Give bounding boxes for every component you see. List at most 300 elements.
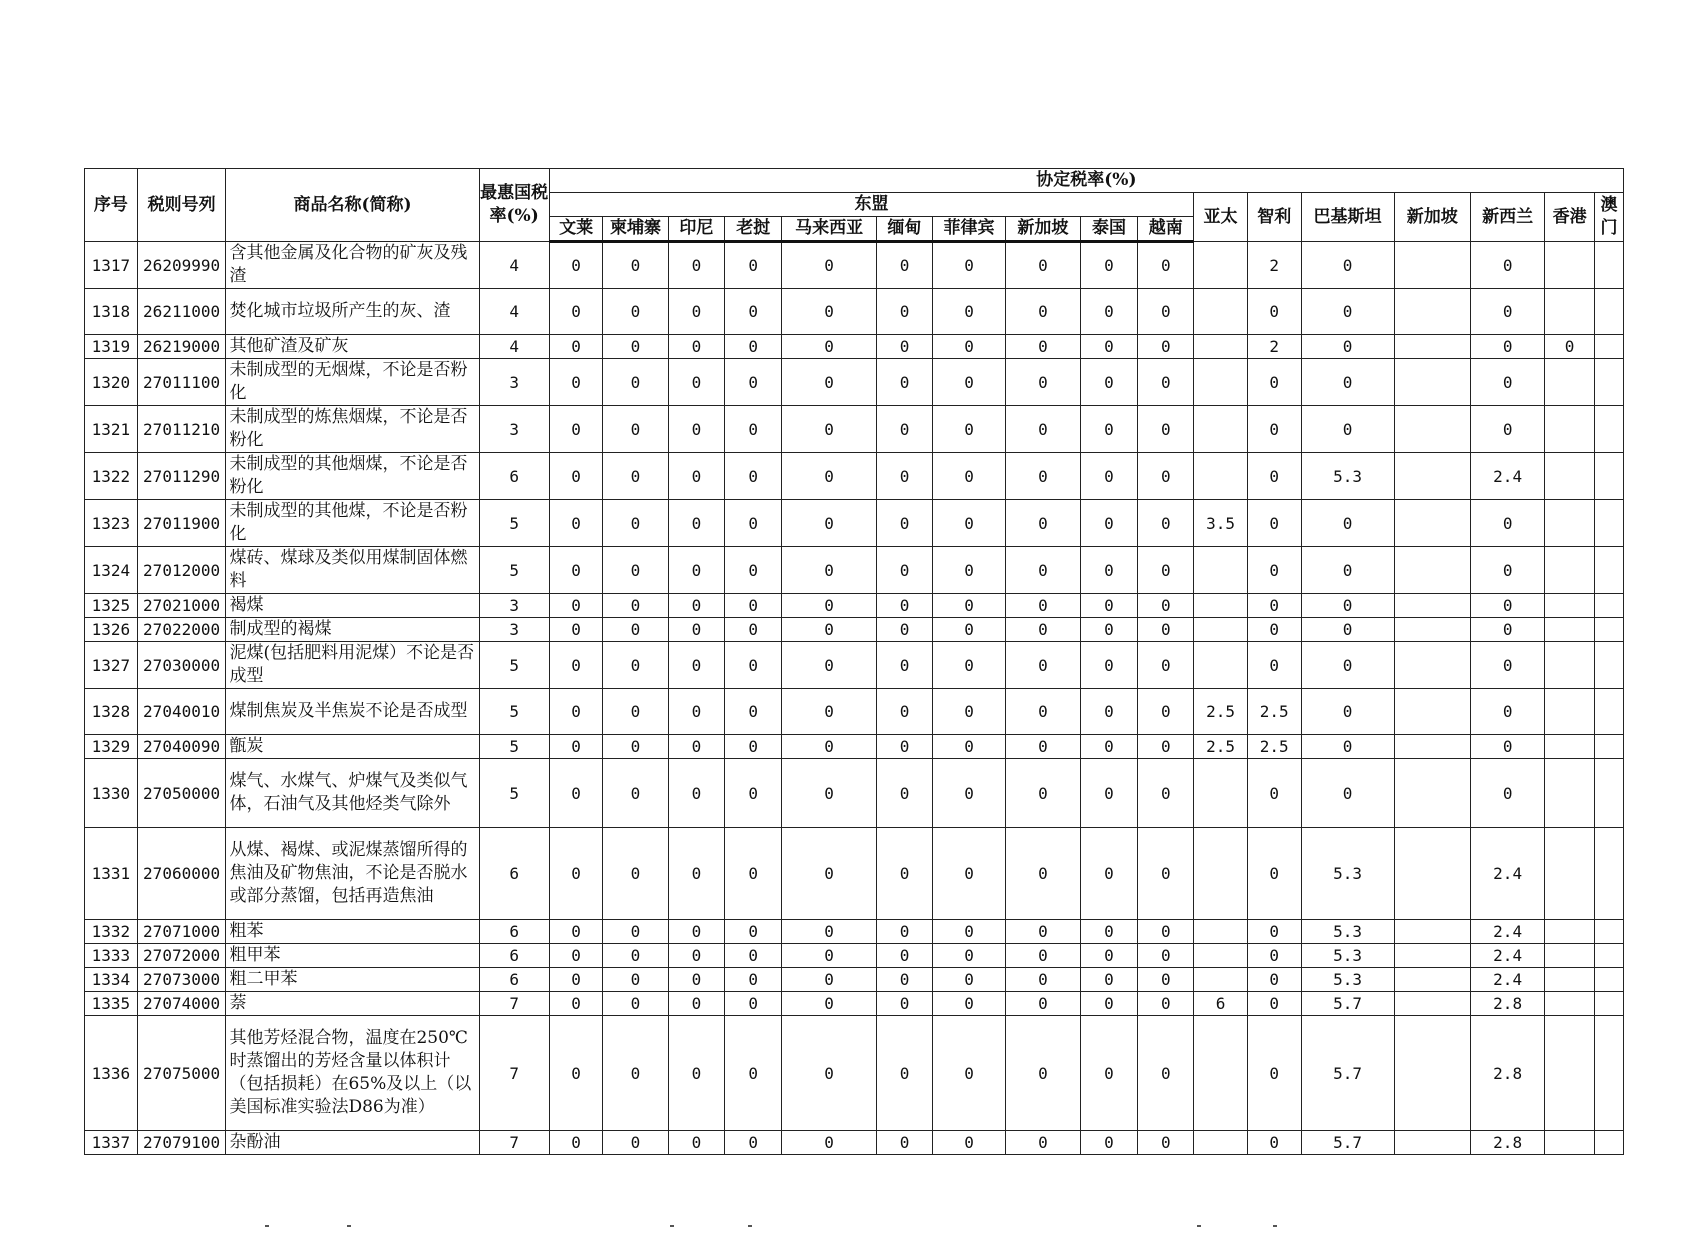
row-asean-rate: 0 — [782, 689, 877, 735]
row-asean-rate: 0 — [603, 547, 668, 594]
row-macau-rate — [1594, 242, 1623, 289]
row-apta-rate — [1194, 920, 1248, 944]
row-asean-rate: 0 — [725, 359, 782, 406]
row-new-zealand-rate: 2.4 — [1470, 828, 1544, 920]
row-asean-rate: 0 — [549, 289, 603, 335]
row-asean-rate: 0 — [877, 1016, 933, 1131]
row-singapore-rate — [1394, 453, 1470, 500]
scan-speck — [1197, 1225, 1201, 1227]
row-mfn-rate: 6 — [479, 920, 549, 944]
row-asean-rate: 0 — [549, 500, 603, 547]
row-asean-rate: 0 — [1138, 594, 1194, 618]
row-hs-code: 27075000 — [137, 1016, 226, 1131]
row-asean-rate: 0 — [1080, 828, 1138, 920]
row-singapore-rate — [1394, 406, 1470, 453]
row-hs-code: 27021000 — [137, 594, 226, 618]
header-macau: 澳门 — [1594, 193, 1623, 242]
row-chile-rate: 0 — [1247, 289, 1301, 335]
row-asean-rate: 0 — [725, 594, 782, 618]
row-mfn-rate: 3 — [479, 594, 549, 618]
row-singapore-rate — [1394, 547, 1470, 594]
row-asean-rate: 0 — [932, 406, 1005, 453]
row-asean-rate: 0 — [932, 289, 1005, 335]
row-asean-rate: 0 — [877, 453, 933, 500]
row-hong-kong-rate — [1545, 547, 1595, 594]
row-asean-rate: 0 — [725, 828, 782, 920]
row-asean-rate: 0 — [668, 828, 725, 920]
row-asean-rate: 0 — [877, 642, 933, 689]
row-pakistan-rate: 5.3 — [1301, 828, 1394, 920]
row-asean-rate: 0 — [668, 289, 725, 335]
table-row — [85, 406, 1624, 453]
row-mfn-rate: 5 — [479, 547, 549, 594]
row-hs-code: 27011210 — [137, 406, 226, 453]
row-asean-rate: 0 — [877, 689, 933, 735]
row-pakistan-rate: 0 — [1301, 289, 1394, 335]
row-asean-rate: 0 — [1080, 920, 1138, 944]
row-asean-rate: 0 — [1080, 547, 1138, 594]
row-mfn-rate: 4 — [479, 289, 549, 335]
table-row — [85, 453, 1624, 500]
row-pakistan-rate: 5.3 — [1301, 968, 1394, 992]
row-asean-rate: 0 — [668, 992, 725, 1016]
row-asean-rate: 0 — [668, 944, 725, 968]
row-asean-rate: 0 — [1006, 1016, 1080, 1131]
row-macau-rate — [1594, 594, 1623, 618]
row-pakistan-rate: 0 — [1301, 547, 1394, 594]
row-asean-rate: 0 — [668, 242, 725, 289]
row-mfn-rate: 3 — [479, 406, 549, 453]
row-asean-rate: 0 — [1080, 1016, 1138, 1131]
row-asean-rate: 0 — [932, 828, 1005, 920]
row-pakistan-rate: 0 — [1301, 759, 1394, 828]
row-asean-rate: 0 — [877, 406, 933, 453]
row-asean-rate: 0 — [1138, 335, 1194, 359]
row-macau-rate — [1594, 944, 1623, 968]
table-body — [85, 242, 1624, 1155]
scan-specks — [0, 1225, 1704, 1234]
row-asean-rate: 0 — [1006, 1131, 1080, 1155]
row-asean-rate: 0 — [668, 359, 725, 406]
row-asean-rate: 0 — [782, 735, 877, 759]
row-pakistan-rate: 5.7 — [1301, 1131, 1394, 1155]
row-asean-rate: 0 — [1006, 759, 1080, 828]
row-asean-rate: 0 — [1138, 618, 1194, 642]
row-asean-rate: 0 — [1080, 689, 1138, 735]
row-asean-rate: 0 — [1138, 359, 1194, 406]
row-mfn-rate: 7 — [479, 1016, 549, 1131]
row-hs-code: 27022000 — [137, 618, 226, 642]
table-row — [85, 735, 1624, 759]
row-pakistan-rate: 0 — [1301, 642, 1394, 689]
row-asean-rate: 0 — [603, 735, 668, 759]
row-asean-rate: 0 — [1138, 642, 1194, 689]
row-asean-rate: 0 — [932, 500, 1005, 547]
row-apta-rate — [1194, 242, 1248, 289]
row-asean-rate: 0 — [877, 289, 933, 335]
row-new-zealand-rate: 2.8 — [1470, 1016, 1544, 1131]
row-chile-rate: 0 — [1247, 406, 1301, 453]
row-singapore-rate — [1394, 920, 1470, 944]
row-macau-rate — [1594, 289, 1623, 335]
row-pakistan-rate: 0 — [1301, 689, 1394, 735]
row-hs-code: 27011900 — [137, 500, 226, 547]
row-name: 萘 — [226, 992, 479, 1016]
row-asean-rate: 0 — [1080, 968, 1138, 992]
row-macau-rate — [1594, 828, 1623, 920]
row-pakistan-rate: 5.3 — [1301, 944, 1394, 968]
row-mfn-rate: 5 — [479, 759, 549, 828]
row-asean-rate: 0 — [1138, 547, 1194, 594]
row-mfn-rate: 5 — [479, 642, 549, 689]
row-name: 制成型的褐煤 — [226, 618, 479, 642]
row-mfn-rate: 3 — [479, 618, 549, 642]
header-seq: 序号 — [85, 169, 138, 242]
row-chile-rate: 0 — [1247, 828, 1301, 920]
row-apta-rate — [1194, 944, 1248, 968]
row-asean-rate: 0 — [782, 594, 877, 618]
row-chile-rate: 0 — [1247, 992, 1301, 1016]
row-singapore-rate — [1394, 242, 1470, 289]
row-asean-rate: 0 — [725, 547, 782, 594]
table-row — [85, 500, 1624, 547]
row-asean-rate: 0 — [932, 547, 1005, 594]
row-seq: 1321 — [85, 406, 138, 453]
row-macau-rate — [1594, 618, 1623, 642]
row-new-zealand-rate: 0 — [1470, 335, 1544, 359]
row-mfn-rate: 5 — [479, 735, 549, 759]
row-asean-rate: 0 — [782, 335, 877, 359]
row-asean-rate: 0 — [549, 992, 603, 1016]
row-new-zealand-rate: 2.8 — [1470, 1131, 1544, 1155]
row-mfn-rate: 6 — [479, 453, 549, 500]
header-new-zealand: 新西兰 — [1470, 193, 1544, 242]
row-asean-rate: 0 — [725, 759, 782, 828]
row-asean-rate: 0 — [603, 359, 668, 406]
row-apta-rate — [1194, 406, 1248, 453]
row-asean-rate: 0 — [603, 968, 668, 992]
row-asean-rate: 0 — [877, 920, 933, 944]
row-macau-rate — [1594, 735, 1623, 759]
row-asean-rate: 0 — [877, 735, 933, 759]
row-name: 杂酚油 — [226, 1131, 479, 1155]
row-asean-rate: 0 — [877, 759, 933, 828]
row-asean-rate: 0 — [668, 689, 725, 735]
row-chile-rate: 0 — [1247, 968, 1301, 992]
row-asean-rate: 0 — [1080, 992, 1138, 1016]
row-mfn-rate: 4 — [479, 242, 549, 289]
row-singapore-rate — [1394, 289, 1470, 335]
table-row — [85, 359, 1624, 406]
row-hs-code: 26211000 — [137, 289, 226, 335]
row-name: 其他芳烃混合物，温度在250℃时蒸馏出的芳烃含量以体积计（包括损耗）在65%及以上（以美国标准实验法D86为准） — [226, 1016, 479, 1131]
row-asean-rate: 0 — [1080, 944, 1138, 968]
row-seq: 1322 — [85, 453, 138, 500]
row-asean-rate: 0 — [725, 920, 782, 944]
row-asean-rate: 0 — [725, 992, 782, 1016]
row-asean-rate: 0 — [668, 920, 725, 944]
row-hs-code: 27050000 — [137, 759, 226, 828]
row-seq: 1332 — [85, 920, 138, 944]
row-pakistan-rate: 0 — [1301, 242, 1394, 289]
row-asean-rate: 0 — [932, 1016, 1005, 1131]
row-asean-rate: 0 — [725, 735, 782, 759]
row-asean-rate: 0 — [1080, 618, 1138, 642]
row-asean-rate: 0 — [1006, 944, 1080, 968]
row-seq: 1320 — [85, 359, 138, 406]
row-asean-rate: 0 — [549, 735, 603, 759]
row-seq: 1334 — [85, 968, 138, 992]
row-pakistan-rate: 0 — [1301, 618, 1394, 642]
row-seq: 1329 — [85, 735, 138, 759]
table-row — [85, 289, 1624, 335]
row-apta-rate — [1194, 289, 1248, 335]
row-asean-rate: 0 — [782, 1131, 877, 1155]
row-pakistan-rate: 0 — [1301, 359, 1394, 406]
row-chile-rate: 0 — [1247, 759, 1301, 828]
row-asean-rate: 0 — [668, 618, 725, 642]
row-asean-rate: 0 — [782, 828, 877, 920]
row-pakistan-rate: 5.7 — [1301, 1016, 1394, 1131]
row-chile-rate: 2.5 — [1247, 735, 1301, 759]
header-laos: 老挝 — [725, 217, 782, 242]
row-chile-rate: 0 — [1247, 1016, 1301, 1131]
row-asean-rate: 0 — [725, 618, 782, 642]
row-name: 未制成型的炼焦烟煤，不论是否粉化 — [226, 406, 479, 453]
row-macau-rate — [1594, 642, 1623, 689]
row-new-zealand-rate: 0 — [1470, 642, 1544, 689]
row-asean-rate: 0 — [1080, 735, 1138, 759]
row-hs-code: 27074000 — [137, 992, 226, 1016]
row-seq: 1317 — [85, 242, 138, 289]
row-seq: 1331 — [85, 828, 138, 920]
row-asean-rate: 0 — [725, 500, 782, 547]
row-asean-rate: 0 — [782, 920, 877, 944]
row-asean-rate: 0 — [782, 944, 877, 968]
row-singapore-rate — [1394, 759, 1470, 828]
row-singapore-rate — [1394, 735, 1470, 759]
row-hong-kong-rate — [1545, 242, 1595, 289]
row-seq: 1336 — [85, 1016, 138, 1131]
row-hong-kong-rate — [1545, 1131, 1595, 1155]
row-asean-rate: 0 — [782, 1016, 877, 1131]
row-seq: 1337 — [85, 1131, 138, 1155]
row-asean-rate: 0 — [725, 453, 782, 500]
row-chile-rate: 0 — [1247, 594, 1301, 618]
row-hong-kong-rate — [1545, 735, 1595, 759]
row-asean-rate: 0 — [549, 406, 603, 453]
row-hong-kong-rate — [1545, 759, 1595, 828]
row-apta-rate — [1194, 618, 1248, 642]
row-seq: 1325 — [85, 594, 138, 618]
table-row — [85, 1131, 1624, 1155]
row-new-zealand-rate: 2.4 — [1470, 920, 1544, 944]
row-seq: 1326 — [85, 618, 138, 642]
row-apta-rate: 2.5 — [1194, 735, 1248, 759]
row-asean-rate: 0 — [1138, 500, 1194, 547]
row-singapore-rate — [1394, 1131, 1470, 1155]
row-asean-rate: 0 — [1080, 359, 1138, 406]
row-hong-kong-rate — [1545, 944, 1595, 968]
row-pakistan-rate: 0 — [1301, 335, 1394, 359]
row-seq: 1328 — [85, 689, 138, 735]
row-new-zealand-rate: 0 — [1470, 759, 1544, 828]
row-macau-rate — [1594, 689, 1623, 735]
row-asean-rate: 0 — [668, 1131, 725, 1155]
row-asean-rate: 0 — [549, 547, 603, 594]
row-asean-rate: 0 — [549, 242, 603, 289]
row-singapore-rate — [1394, 828, 1470, 920]
tariff-sheet — [84, 168, 1624, 1155]
row-seq: 1324 — [85, 547, 138, 594]
row-asean-rate: 0 — [549, 689, 603, 735]
row-apta-rate — [1194, 1131, 1248, 1155]
row-apta-rate: 3.5 — [1194, 500, 1248, 547]
row-asean-rate: 0 — [877, 359, 933, 406]
row-hong-kong-rate — [1545, 992, 1595, 1016]
row-asean-rate: 0 — [603, 828, 668, 920]
row-asean-rate: 0 — [932, 242, 1005, 289]
row-asean-rate: 0 — [1138, 944, 1194, 968]
row-asean-rate: 0 — [1080, 500, 1138, 547]
header-hs-code: 税则号列 — [137, 169, 226, 242]
row-hong-kong-rate — [1545, 453, 1595, 500]
row-pakistan-rate: 5.7 — [1301, 992, 1394, 1016]
row-asean-rate: 0 — [877, 1131, 933, 1155]
header-singapore: 新加坡 — [1394, 193, 1470, 242]
row-asean-rate: 0 — [932, 1131, 1005, 1155]
table-row — [85, 689, 1624, 735]
row-hs-code: 27011290 — [137, 453, 226, 500]
row-asean-rate: 0 — [549, 335, 603, 359]
row-asean-rate: 0 — [877, 500, 933, 547]
row-asean-rate: 0 — [1080, 406, 1138, 453]
row-hs-code: 27030000 — [137, 642, 226, 689]
row-asean-rate: 0 — [932, 759, 1005, 828]
row-singapore-rate — [1394, 618, 1470, 642]
row-asean-rate: 0 — [1006, 735, 1080, 759]
table-row — [85, 968, 1624, 992]
row-name: 褐煤 — [226, 594, 479, 618]
header-asean: 东盟 — [549, 193, 1193, 217]
row-asean-rate: 0 — [1006, 594, 1080, 618]
row-asean-rate: 0 — [668, 735, 725, 759]
row-asean-rate: 0 — [782, 359, 877, 406]
header-asean-singapore: 新加坡 — [1006, 217, 1080, 242]
row-apta-rate — [1194, 759, 1248, 828]
row-singapore-rate — [1394, 594, 1470, 618]
row-chile-rate: 0 — [1247, 618, 1301, 642]
row-asean-rate: 0 — [1138, 242, 1194, 289]
row-name: 粗甲苯 — [226, 944, 479, 968]
row-asean-rate: 0 — [782, 242, 877, 289]
row-chile-rate: 0 — [1247, 642, 1301, 689]
row-asean-rate: 0 — [549, 920, 603, 944]
row-seq: 1318 — [85, 289, 138, 335]
row-seq: 1327 — [85, 642, 138, 689]
row-asean-rate: 0 — [932, 359, 1005, 406]
row-macau-rate — [1594, 359, 1623, 406]
row-macau-rate — [1594, 406, 1623, 453]
header-thailand: 泰国 — [1080, 217, 1138, 242]
row-apta-rate — [1194, 335, 1248, 359]
row-pakistan-rate: 0 — [1301, 406, 1394, 453]
row-asean-rate: 0 — [782, 547, 877, 594]
header-pakistan: 巴基斯坦 — [1301, 193, 1394, 242]
row-asean-rate: 0 — [782, 759, 877, 828]
row-name: 其他矿渣及矿灰 — [226, 335, 479, 359]
row-hs-code: 27073000 — [137, 968, 226, 992]
row-asean-rate: 0 — [1138, 1016, 1194, 1131]
row-apta-rate — [1194, 594, 1248, 618]
row-seq: 1335 — [85, 992, 138, 1016]
header-cambodia: 柬埔寨 — [603, 217, 668, 242]
row-new-zealand-rate: 2.8 — [1470, 992, 1544, 1016]
row-new-zealand-rate: 2.4 — [1470, 944, 1544, 968]
row-singapore-rate — [1394, 1016, 1470, 1131]
row-apta-rate: 6 — [1194, 992, 1248, 1016]
row-asean-rate: 0 — [725, 289, 782, 335]
row-macau-rate — [1594, 547, 1623, 594]
row-asean-rate: 0 — [1006, 500, 1080, 547]
scan-speck — [1273, 1225, 1277, 1227]
row-asean-rate: 0 — [877, 944, 933, 968]
row-hs-code: 27072000 — [137, 944, 226, 968]
row-asean-rate: 0 — [877, 618, 933, 642]
row-name: 焚化城市垃圾所产生的灰、渣 — [226, 289, 479, 335]
row-hong-kong-rate — [1545, 618, 1595, 642]
row-asean-rate: 0 — [932, 642, 1005, 689]
row-asean-rate: 0 — [1080, 1131, 1138, 1155]
row-asean-rate: 0 — [603, 689, 668, 735]
row-new-zealand-rate: 2.4 — [1470, 968, 1544, 992]
row-asean-rate: 0 — [725, 1016, 782, 1131]
row-asean-rate: 0 — [782, 500, 877, 547]
row-asean-rate: 0 — [549, 828, 603, 920]
row-name: 煤砖、煤球及类似用煤制固体燃料 — [226, 547, 479, 594]
row-mfn-rate: 7 — [479, 992, 549, 1016]
row-mfn-rate: 6 — [479, 828, 549, 920]
row-apta-rate: 2.5 — [1194, 689, 1248, 735]
table-row — [85, 828, 1624, 920]
header-apta: 亚太 — [1194, 193, 1248, 242]
row-asean-rate: 0 — [668, 406, 725, 453]
row-asean-rate: 0 — [932, 453, 1005, 500]
row-asean-rate: 0 — [782, 992, 877, 1016]
row-chile-rate: 0 — [1247, 920, 1301, 944]
row-asean-rate: 0 — [932, 735, 1005, 759]
row-asean-rate: 0 — [877, 242, 933, 289]
row-macau-rate — [1594, 1016, 1623, 1131]
table-row — [85, 618, 1624, 642]
row-asean-rate: 0 — [1006, 992, 1080, 1016]
row-asean-rate: 0 — [1006, 689, 1080, 735]
row-asean-rate: 0 — [1138, 406, 1194, 453]
table-row — [85, 1016, 1624, 1131]
row-asean-rate: 0 — [668, 968, 725, 992]
row-asean-rate: 0 — [877, 594, 933, 618]
row-asean-rate: 0 — [603, 335, 668, 359]
row-new-zealand-rate: 0 — [1470, 547, 1544, 594]
row-asean-rate: 0 — [1138, 968, 1194, 992]
row-name: 甑炭 — [226, 735, 479, 759]
scan-speck — [670, 1225, 674, 1227]
row-asean-rate: 0 — [668, 759, 725, 828]
row-asean-rate: 0 — [725, 406, 782, 453]
row-hong-kong-rate — [1545, 1016, 1595, 1131]
row-asean-rate: 0 — [782, 289, 877, 335]
row-hong-kong-rate — [1545, 642, 1595, 689]
